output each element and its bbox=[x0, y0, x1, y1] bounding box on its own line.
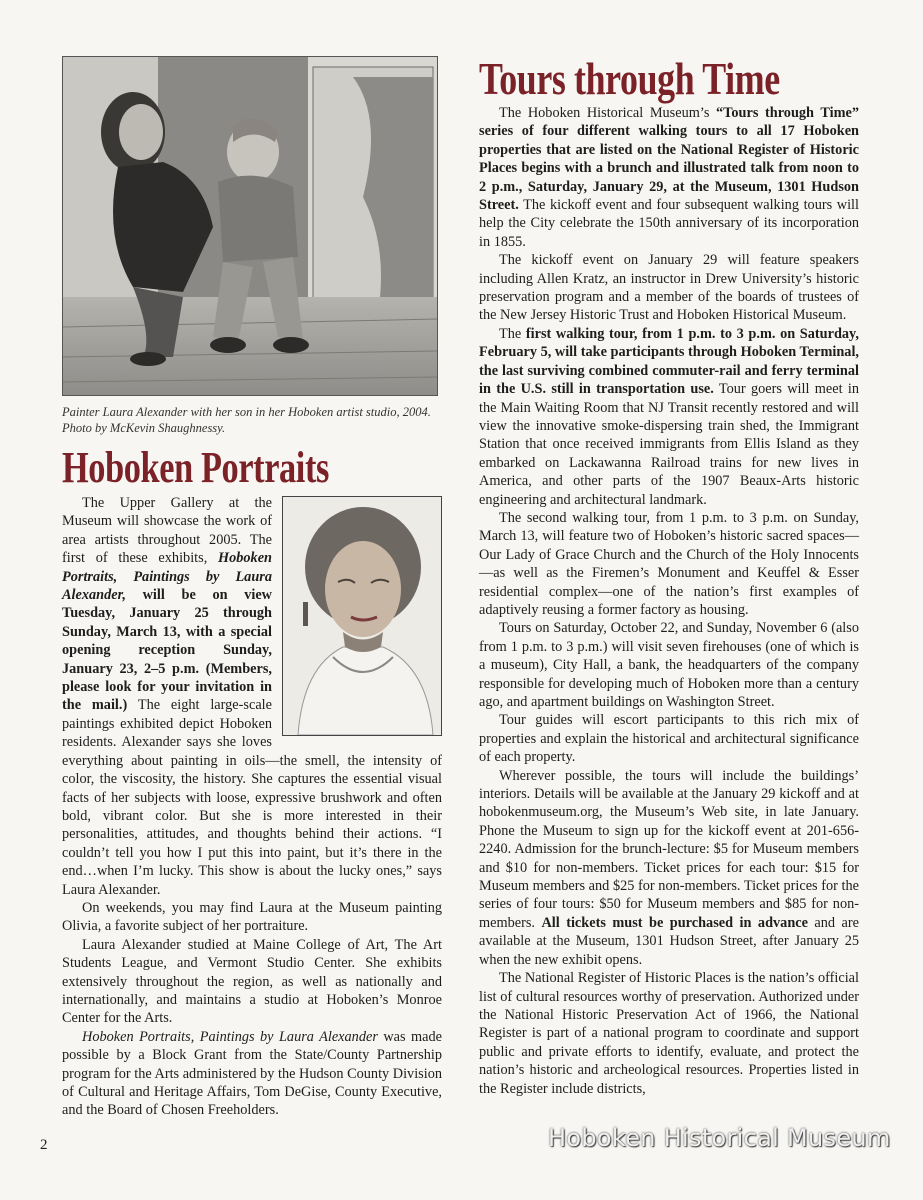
museum-watermark: Hoboken Historical Museum bbox=[548, 1124, 891, 1152]
hoboken-portraits-body bbox=[62, 494, 442, 1120]
portraits-paragraph-3: Laura Alexander studied at Maine College of Art, The Art Students League, and Vermont Studio Center. She exhibits extensively throughout the region, as well as nationally and internationally, and maintains a studio at Hoboken’s Monroe Center for the Arts. bbox=[62, 936, 442, 1027]
right-column bbox=[479, 53, 859, 1098]
portraits-paragraph-2: On weekends, you may find Laura at the Museum painting Olivia, a favorite subject of her portraiture. bbox=[62, 899, 442, 935]
artist-photo-illustration bbox=[63, 57, 438, 396]
left-column bbox=[62, 56, 442, 1120]
tours-paragraph-1: The Hoboken Historical Museum’s “Tours through Time” series of four different walking tours to all 17 Hoboken properties that are listed on the National Register of Historic Places begins with a brunch and illustrated talk from noon to 2 p.m., Saturday, January 29, at the Museum, 1301 Hudson Street. The kickoff event and four subsequent walking tours will help the City celebrate the 150th anniversary of its incorporation in 1855. bbox=[479, 105, 859, 250]
photo-caption: Painter Laura Alexander with her son in her Hoboken artist studio, 2004. Photo by McKevin Shaughnessy. bbox=[62, 405, 431, 435]
artist-studio-photo bbox=[62, 56, 438, 396]
tours-paragraph-2: The kickoff event on January 29 will feature speakers including Allen Kratz, an instructor in Drew University’s historic preservation program and a member of the boards of trustees of the New Jersey Historic Trust and Hoboken Historical Museum. bbox=[479, 252, 859, 324]
portrait-illustration bbox=[283, 497, 441, 735]
page-number: 2 bbox=[40, 1137, 48, 1153]
tours-paragraph-8: The National Register of Historic Places is the nation’s official list of cultural resources worthy of preservation. Authorized under the National Historic Preservation Act of 1966, the National Register is part of a national program to coordinate and support public and private efforts to identify, evaluate, and protect the nation’s historic and archeological resources. Properties listed in the Register include districts, bbox=[479, 970, 859, 1097]
portrait-painting bbox=[282, 496, 442, 736]
tours-body bbox=[479, 104, 859, 1098]
tours-paragraph-4: The second walking tour, from 1 p.m. to 3 p.m. on Sunday, March 13, will feature two of Hoboken’s historic sacred spaces—Our Lady of Grace Church and the Church of the Holy Innocents—as well as the Firemen’s Monument and Keuffel & Esser residential complex—one of the nation’s first examples of adaptively reusing a former factory as housing. bbox=[479, 509, 859, 618]
hoboken-portraits-title: Hoboken Portraits bbox=[62, 443, 329, 492]
tours-paragraph-7: Wherever possible, the tours will include the buildings’ interiors. Details will be available at the January 29 kickoff and at hobokenmuseum.org, the Museum’s Web site, in late January. Phone the Museum to sign up for the kickoff event at 201-656-2240. Admission for the brunch-lecture: $5 for Museum members and $10 for non-members. Ticket prices for each tour: $15 for Museum members and $25 for non-members. Ticket prices for the series of four tours: $50 for Museum members and $85 for non-members. All tickets must be purchased in advance and are available at the Museum, 1301 Hudson Street, after January 25 when the new exhibit opens. bbox=[479, 767, 859, 968]
tours-paragraph-3: The first walking tour, from 1 p.m. to 3 p.m. on Saturday, February 5, will take participants through Hoboken Terminal, the last surviving combined commuter-rail and ferry terminal in the U.S. still in transportation use. Tour goers will meet in the Main Waiting Room that NJ Transit recently restored and will view the innovative smoke-dispersing train shed, the Immigrant Station that once received immigrants from Ellis Island as they embarked on Lackawanna Railroad trains for new lives in America, and other parts of the 1907 Beaux-Arts historic engineering and architectural landmark. bbox=[479, 325, 859, 508]
tours-through-time-title: Tours through Time bbox=[479, 53, 780, 104]
portraits-paragraph-1: The Upper Gallery at the Museum will showcase the work of area artists throughout 2005. The first of these exhibits, Hoboken Portraits, Paintings by Laura Alexander, will be on view Tuesday, January 25 through Sunday, March 13, with a special opening reception Sunday, January 23, 2–5 p.m. (Members, please look for your invitation in the mail.) The eight large-scale paintings exhibited depict Hoboken residents. Alexander says she loves everything about painting in oils—the smell, the intensity of color, the viscosity, the history. She captures the essential visual facts of her subjects with loose, expressive brushwork and often bold, vibrant color. But she is more interested in their personalities, attitudes, and thoughts behind their actions. “I couldn’t tell you how I put this into paint, but it’s there in the end…when I’m lucky. This show is about the lucky ones,” says Laura Alexander. bbox=[62, 495, 442, 898]
tours-paragraph-6: Tour guides will escort participants to this rich mix of properties and explain the historical and architectural significance of each property. bbox=[479, 712, 859, 766]
tours-paragraph-5: Tours on Saturday, October 22, and Sunday, November 6 (also from 1 p.m. to 3 p.m.) will visit seven firehouses (one of which is a museum), City Hall, a bank, the headquarters of the company responsible for developing much of Hoboken more than a century ago, and apartment buildings on Washington Street. bbox=[479, 620, 859, 710]
portraits-paragraph-4: Hoboken Portraits, Paintings by Laura Alexander was made possible by a Block Grant from the State/County Partnership program for the Arts administered by the Hudson County Division of Cultural and Heritage Affairs, Tom DeGise, County Executive, and the Board of Chosen Freeholders. bbox=[62, 1028, 443, 1119]
